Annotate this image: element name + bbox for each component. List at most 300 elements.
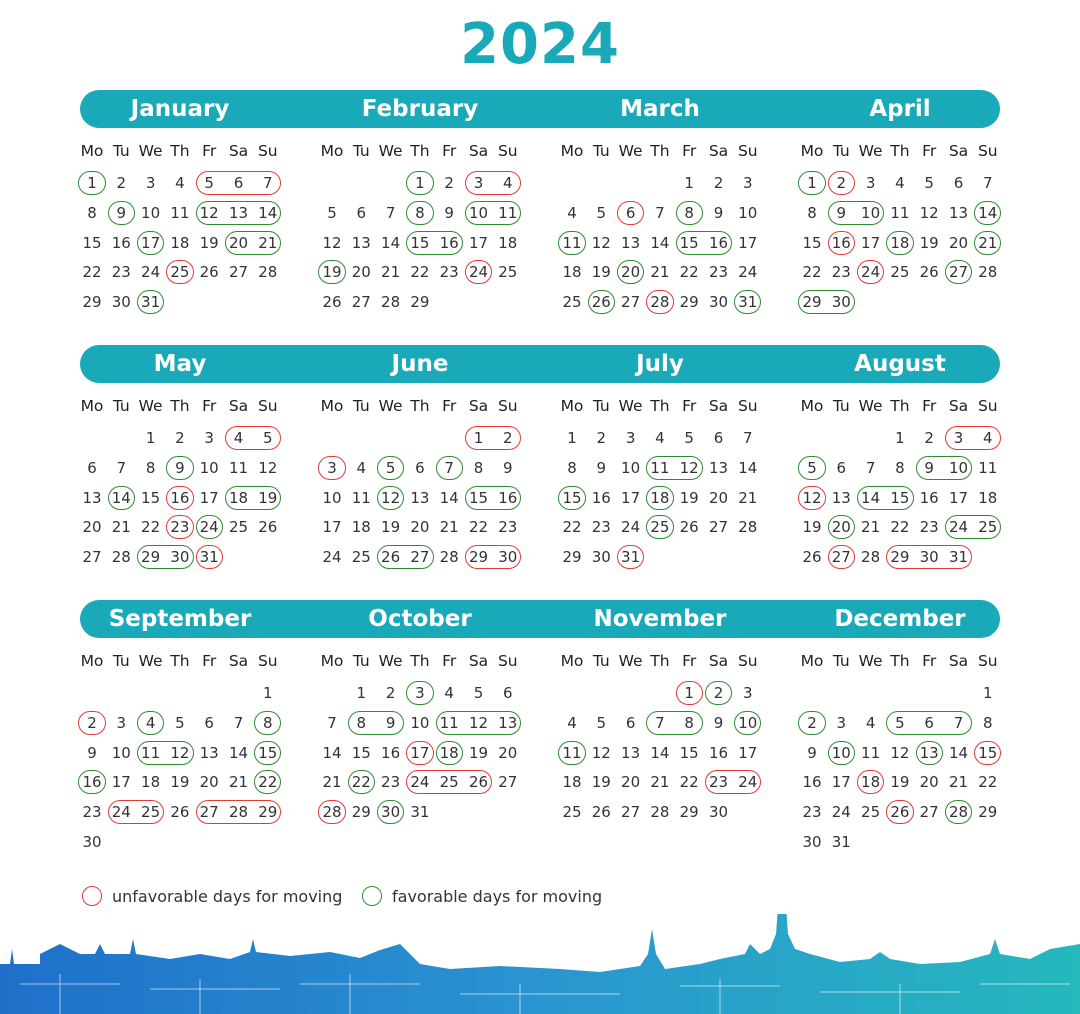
day-cell: 28	[439, 548, 459, 567]
day-cell: 11	[170, 203, 190, 222]
day-cell: 21	[228, 773, 249, 792]
day-cell: 31	[831, 833, 851, 851]
day-cell: 18	[439, 743, 459, 762]
weekday-label: Fr	[202, 142, 217, 160]
day-cell: 12	[919, 203, 939, 222]
day-cell: 26	[890, 803, 910, 822]
day-cell: 27	[82, 548, 102, 567]
day-cell: 28	[381, 293, 401, 312]
day-cell: 27	[199, 803, 219, 822]
day-cell: 3	[743, 174, 753, 192]
day-cell: 28	[948, 803, 969, 822]
weekday-label: Tu	[112, 652, 130, 670]
weekday-label: Sa	[468, 652, 489, 670]
day-cell: 19	[170, 773, 190, 792]
day-cell: 14	[228, 743, 249, 762]
weekday-label: We	[618, 142, 643, 160]
day-cell: 22	[562, 518, 582, 537]
weekday-label: Sa	[468, 142, 489, 160]
day-cell: 26	[322, 293, 342, 312]
day-cell: 5	[596, 713, 607, 732]
day-cell: 2	[713, 174, 724, 192]
day-cell: 5	[263, 429, 273, 447]
day-cell: 8	[145, 458, 156, 477]
day-cell: 7	[385, 203, 396, 222]
day-cell: 30	[919, 548, 939, 567]
day-cell: 21	[650, 773, 670, 792]
day-cell: 18	[861, 773, 881, 792]
weekday-label: Mo	[800, 142, 824, 160]
day-cell: 10	[199, 458, 219, 477]
day-cell: 25	[978, 518, 998, 537]
day-cell: 11	[562, 233, 582, 252]
day-cell: 9	[924, 458, 934, 477]
day-cell: 15	[890, 488, 910, 507]
day-cell: 14	[258, 203, 278, 222]
day-cell: 16	[591, 488, 611, 507]
weekday-label: Fr	[922, 142, 937, 160]
day-cell: 22	[802, 263, 822, 282]
day-cell: 7	[743, 429, 753, 447]
day-cell: 31	[199, 548, 219, 567]
day-cell: 24	[738, 263, 758, 282]
day-cell: 16	[439, 233, 459, 252]
day-cell: 21	[738, 488, 758, 507]
day-cell: 22	[890, 518, 910, 537]
day-cell: 11	[439, 713, 459, 732]
day-cell: 17	[621, 488, 641, 507]
day-cell: 8	[356, 713, 367, 732]
day-cell: 2	[713, 684, 724, 702]
day-cell: 24	[111, 803, 131, 822]
day-cell: 17	[948, 488, 969, 507]
month-october	[300, 600, 540, 850]
day-cell: 5	[895, 713, 905, 732]
day-cell: 18	[228, 488, 249, 507]
day-cell: 22	[410, 263, 430, 282]
day-cell: 3	[865, 174, 876, 192]
month-name: May	[153, 351, 207, 377]
day-cell: 13	[621, 233, 641, 252]
day-cell: 7	[953, 713, 964, 732]
day-cell: 21	[978, 233, 998, 252]
day-cell: 16	[831, 233, 851, 252]
day-cell: 16	[802, 773, 822, 792]
month-name: February	[361, 96, 479, 122]
day-cell: 19	[802, 518, 822, 537]
month-name: April	[869, 96, 931, 122]
day-cell: 18	[562, 773, 582, 792]
day-cell: 13	[82, 488, 102, 507]
city-skyline-illustration	[0, 914, 1080, 1014]
weekday-label: We	[618, 397, 643, 415]
weekday-label: Tu	[592, 142, 610, 160]
day-cell: 11	[351, 488, 371, 507]
day-cell: 30	[82, 833, 102, 851]
day-cell: 31	[410, 803, 430, 822]
day-cell: 19	[591, 773, 611, 792]
day-cell: 2	[175, 429, 185, 447]
day-cell: 2	[87, 713, 97, 732]
day-cell: 2	[836, 174, 847, 192]
day-cell: 18	[498, 233, 518, 252]
weekday-label: Su	[497, 652, 518, 670]
weekday-label: We	[858, 397, 883, 415]
weekday-label: Sa	[708, 652, 729, 670]
day-cell: 4	[983, 429, 993, 447]
day-cell: 14	[948, 743, 969, 762]
day-cell: 26	[381, 548, 401, 567]
day-cell: 26	[468, 773, 489, 792]
weekday-label: Mo	[320, 142, 344, 160]
day-cell: 27	[948, 263, 969, 282]
day-cell: 27	[410, 548, 430, 567]
day-cell: 25	[650, 518, 670, 537]
day-cell: 8	[473, 458, 484, 477]
day-cell: 25	[562, 803, 582, 822]
day-cell: 2	[924, 429, 934, 447]
weekday-label: Mo	[800, 652, 824, 670]
day-cell: 19	[258, 488, 278, 507]
day-cell: 1	[684, 684, 694, 702]
weekday-label: Su	[257, 397, 278, 415]
day-cell: 15	[679, 743, 699, 762]
weekday-label: Fr	[682, 652, 697, 670]
day-cell: 14	[650, 233, 670, 252]
day-cell: 29	[890, 548, 910, 567]
day-cell: 21	[861, 518, 881, 537]
day-cell: 6	[625, 203, 636, 222]
day-cell: 5	[204, 174, 214, 192]
day-cell: 4	[895, 174, 905, 192]
day-cell: 16	[111, 233, 131, 252]
day-cell: 7	[983, 174, 993, 192]
weekday-label: Fr	[682, 142, 697, 160]
day-cell: 20	[228, 233, 249, 252]
day-cell: 25	[228, 518, 249, 537]
weekday-label: Fr	[442, 652, 457, 670]
weekday-label: Fr	[442, 397, 457, 415]
day-cell: 9	[444, 203, 454, 222]
day-cell: 12	[199, 203, 219, 222]
day-cell: 9	[385, 713, 396, 732]
day-cell: 3	[327, 458, 337, 477]
day-cell: 1	[807, 174, 817, 192]
day-cell: 20	[708, 488, 729, 507]
day-cell: 10	[410, 713, 430, 732]
weekday-label: Th	[890, 142, 910, 160]
month-april	[780, 90, 1020, 340]
weekday-label: Sa	[228, 652, 249, 670]
day-cell: 13	[919, 743, 939, 762]
day-cell: 5	[175, 713, 185, 732]
weekday-label: Th	[170, 142, 190, 160]
weekday-label: Mo	[560, 652, 584, 670]
day-cell: 15	[468, 488, 489, 507]
day-cell: 1	[145, 429, 156, 447]
month-september	[60, 600, 300, 850]
day-cell: 7	[444, 458, 454, 477]
day-cell: 11	[861, 743, 881, 762]
legend-favorable-label: favorable days for moving	[392, 886, 603, 906]
day-cell: 18	[650, 488, 670, 507]
day-cell: 24	[738, 773, 758, 792]
day-cell: 8	[895, 458, 905, 477]
day-cell: 10	[738, 203, 758, 222]
day-cell: 18	[141, 773, 161, 792]
day-cell: 19	[381, 518, 401, 537]
day-cell: 1	[263, 684, 273, 702]
day-cell: 30	[831, 293, 851, 312]
day-cell: 26	[802, 548, 822, 567]
day-cell: 5	[327, 203, 337, 222]
year-title: 2024	[460, 12, 620, 77]
day-cell: 10	[948, 458, 969, 477]
day-cell: 29	[468, 548, 489, 567]
day-cell: 25	[890, 263, 910, 282]
day-cell: 18	[890, 233, 910, 252]
weekday-label: Su	[737, 397, 758, 415]
day-cell: 29	[351, 803, 371, 822]
day-cell: 11	[228, 458, 249, 477]
day-cell: 29	[679, 293, 699, 312]
day-cell: 4	[503, 174, 513, 192]
weekday-label: Mo	[320, 652, 344, 670]
day-cell: 9	[713, 713, 724, 732]
day-cell: 10	[738, 713, 758, 732]
day-cell: 11	[562, 743, 582, 762]
weekday-label: Th	[410, 652, 430, 670]
weekday-label: Su	[977, 652, 998, 670]
day-cell: 21	[439, 518, 459, 537]
day-cell: 16	[498, 488, 518, 507]
day-cell: 29	[82, 293, 102, 312]
day-cell: 4	[145, 713, 156, 732]
day-cell: 11	[141, 743, 161, 762]
day-cell: 7	[655, 203, 665, 222]
weekday-label: Su	[497, 142, 518, 160]
month-name: September	[108, 606, 252, 632]
day-cell: 28	[650, 803, 670, 822]
day-cell: 29	[978, 803, 998, 822]
day-cell: 25	[562, 293, 582, 312]
day-cell: 12	[890, 743, 910, 762]
day-cell: 22	[258, 773, 278, 792]
day-cell: 2	[385, 684, 396, 702]
day-cell: 16	[170, 488, 190, 507]
day-cell: 28	[650, 293, 670, 312]
day-cell: 20	[199, 773, 219, 792]
day-cell: 4	[233, 429, 244, 447]
day-cell: 26	[591, 803, 611, 822]
day-cell: 9	[116, 203, 127, 222]
day-cell: 10	[141, 203, 161, 222]
weekday-label: Tu	[352, 397, 370, 415]
day-cell: 18	[170, 233, 190, 252]
day-cell: 19	[468, 743, 489, 762]
day-cell: 20	[410, 518, 430, 537]
weekday-label: Fr	[682, 397, 697, 415]
day-cell: 12	[468, 713, 489, 732]
day-cell: 23	[498, 518, 518, 537]
day-cell: 20	[621, 773, 641, 792]
day-cell: 25	[351, 548, 371, 567]
day-cell: 12	[591, 743, 611, 762]
day-cell: 19	[322, 263, 342, 282]
day-cell: 4	[567, 713, 577, 732]
day-cell: 4	[655, 429, 665, 447]
day-cell: 14	[111, 488, 131, 507]
day-cell: 14	[439, 488, 459, 507]
day-cell: 3	[415, 684, 425, 702]
day-cell: 15	[351, 743, 371, 762]
month-name: October	[368, 606, 472, 632]
weekday-label: Su	[737, 652, 758, 670]
weekday-label: Su	[497, 397, 518, 415]
weekday-label: Mo	[560, 142, 584, 160]
day-cell: 19	[919, 233, 939, 252]
day-cell: 16	[708, 743, 729, 762]
weekday-label: Th	[410, 142, 430, 160]
day-cell: 23	[591, 518, 611, 537]
day-cell: 23	[82, 803, 102, 822]
weekday-label: Su	[737, 142, 758, 160]
weekday-label: Tu	[112, 397, 130, 415]
day-cell: 12	[591, 233, 611, 252]
day-cell: 30	[802, 833, 822, 851]
day-cell: 20	[498, 743, 518, 762]
day-cell: 23	[381, 773, 401, 792]
weekday-label: Th	[170, 652, 190, 670]
day-cell: 1	[356, 684, 367, 702]
day-cell: 3	[473, 174, 484, 192]
day-cell: 29	[562, 548, 582, 567]
day-cell: 26	[258, 518, 278, 537]
month-name: November	[593, 606, 727, 632]
month-name: June	[391, 351, 449, 377]
day-cell: 22	[978, 773, 998, 792]
day-cell: 4	[175, 174, 185, 192]
day-cell: 17	[831, 773, 851, 792]
weekday-label: Tu	[352, 142, 370, 160]
day-cell: 28	[228, 803, 249, 822]
day-cell: 14	[381, 233, 401, 252]
day-cell: 29	[802, 293, 822, 312]
day-cell: 31	[948, 548, 969, 567]
day-cell: 9	[503, 458, 513, 477]
weekday-label: Mo	[560, 397, 584, 415]
day-cell: 30	[708, 293, 729, 312]
day-cell: 31	[141, 293, 161, 312]
weekday-label: Tu	[352, 652, 370, 670]
month-name: December	[834, 606, 966, 632]
weekday-label: Sa	[948, 142, 969, 160]
weekday-label: Mo	[80, 142, 104, 160]
day-cell: 24	[322, 548, 342, 567]
day-cell: 14	[322, 743, 342, 762]
day-cell: 23	[919, 518, 939, 537]
weekday-label: We	[378, 397, 403, 415]
weekday-label: Th	[650, 652, 670, 670]
day-cell: 8	[983, 713, 993, 732]
month-name: January	[130, 96, 230, 122]
weekday-label: We	[858, 652, 883, 670]
day-cell: 15	[410, 233, 430, 252]
month-december	[780, 600, 1020, 850]
weekday-label: Sa	[708, 142, 729, 160]
day-cell: 13	[621, 743, 641, 762]
day-cell: 15	[802, 233, 822, 252]
day-cell: 5	[473, 684, 484, 702]
day-cell: 25	[861, 803, 881, 822]
day-cell: 10	[468, 203, 489, 222]
day-cell: 12	[679, 458, 699, 477]
month-may	[60, 345, 300, 595]
day-cell: 27	[621, 293, 641, 312]
day-cell: 30	[170, 548, 190, 567]
weekday-label: Fr	[922, 652, 937, 670]
green-circle-icon	[362, 886, 382, 906]
day-cell: 6	[204, 713, 214, 732]
weekday-label: Su	[977, 142, 998, 160]
day-cell: 22	[679, 773, 699, 792]
day-cell: 2	[116, 174, 127, 192]
weekday-label: Sa	[708, 397, 729, 415]
day-cell: 26	[170, 803, 190, 822]
day-cell: 28	[738, 518, 758, 537]
day-cell: 2	[444, 174, 454, 192]
day-cell: 1	[567, 429, 577, 447]
day-cell: 29	[679, 803, 699, 822]
weekday-label: Tu	[832, 397, 850, 415]
day-cell: 7	[865, 458, 876, 477]
day-cell: 22	[141, 518, 161, 537]
day-cell: 29	[258, 803, 278, 822]
day-cell: 20	[351, 263, 371, 282]
month-march	[540, 90, 780, 340]
day-cell: 18	[562, 263, 582, 282]
day-cell: 1	[473, 429, 484, 447]
day-cell: 12	[258, 458, 278, 477]
day-cell: 22	[468, 518, 489, 537]
day-cell: 22	[351, 773, 371, 792]
day-cell: 23	[708, 263, 729, 282]
weekday-label: We	[618, 652, 643, 670]
day-cell: 20	[831, 518, 851, 537]
day-cell: 7	[327, 713, 337, 732]
day-cell: 25	[498, 263, 518, 282]
weekday-label: Tu	[832, 652, 850, 670]
day-cell: 19	[679, 488, 699, 507]
day-cell: 28	[322, 803, 342, 822]
day-cell: 16	[82, 773, 102, 792]
day-cell: 3	[145, 174, 156, 192]
day-cell: 30	[591, 548, 611, 567]
day-cell: 11	[498, 203, 518, 222]
day-cell: 29	[141, 548, 161, 567]
day-cell: 23	[170, 518, 190, 537]
day-cell: 3	[953, 429, 964, 447]
day-cell: 3	[204, 429, 214, 447]
day-cell: 6	[953, 174, 964, 192]
weekday-label: Tu	[592, 652, 610, 670]
day-cell: 6	[924, 713, 934, 732]
day-cell: 10	[111, 743, 131, 762]
weekday-label: Tu	[832, 142, 850, 160]
day-cell: 16	[381, 743, 401, 762]
weekday-label: Sa	[948, 397, 969, 415]
weekday-label: We	[858, 142, 883, 160]
